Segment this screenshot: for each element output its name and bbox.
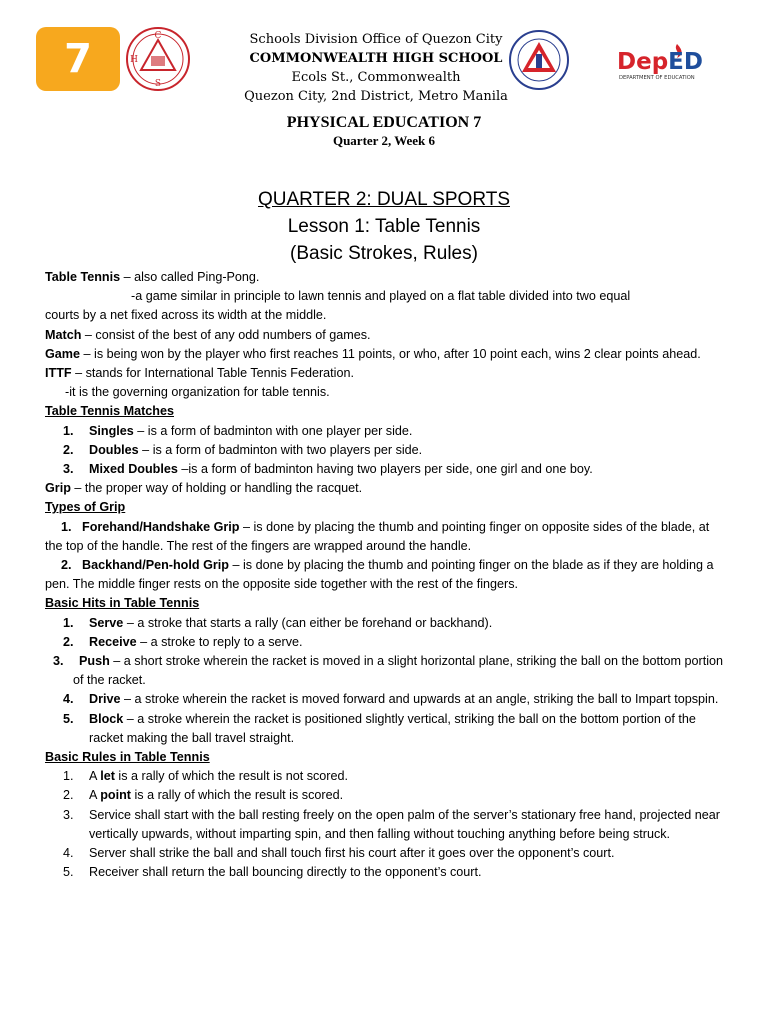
- rule-text: Server shall strike the ball and shall touch first his court after it goes over the opponent’s court.: [89, 846, 615, 861]
- list-number: 2.: [61, 558, 72, 573]
- list-number: 5.: [63, 865, 74, 880]
- definition-text: – a short stroke wherein the racket is moved in a slight horizontal plane, striking the ball on the bottom portion of the racket.: [73, 654, 724, 688]
- term: Backhand/Pen-hold Grip: [82, 558, 229, 573]
- definition-text: – a stroke that starts a rally (can either be forehand or backhand).: [123, 615, 493, 630]
- seal-letter-h: H: [130, 55, 138, 65]
- list-item: [45, 614, 725, 633]
- term: Block: [89, 711, 124, 726]
- section-heading-matches: Table Tennis Matches: [45, 404, 174, 419]
- list-number: 1.: [63, 769, 74, 784]
- deped-wordmark: DepED: [617, 49, 703, 75]
- matches-list: [45, 422, 725, 480]
- definition-ittf: [45, 364, 725, 383]
- list-item: [45, 710, 725, 748]
- definition-text: – is a form of badminton with two players per side.: [138, 442, 423, 457]
- lesson-title: Lesson 1: Table Tennis: [287, 216, 481, 237]
- list-item: [45, 460, 725, 479]
- division-name: Schools Division Office of Quezon City: [249, 32, 503, 47]
- subject-period: Quarter 2, Week 6: [332, 133, 436, 148]
- lesson-body: [45, 268, 725, 883]
- rule-text: Receiver shall return the ball bouncing directly to the opponent’s court.: [89, 865, 482, 880]
- section-heading-rules: Basic Rules in Table Tennis: [45, 750, 210, 765]
- list-number: 1.: [63, 615, 74, 630]
- definition-text: – also called Ping-Pong.: [120, 270, 260, 284]
- definition-text: – a stroke to reply to a serve.: [136, 634, 303, 649]
- seal-letter-c: C: [154, 31, 162, 41]
- list-item: [45, 633, 725, 652]
- sdo-seal-logo: [508, 26, 570, 94]
- definition-text: – consist of the best of any odd numbers of games.: [81, 327, 371, 342]
- definition-game: [45, 345, 725, 364]
- term: let: [100, 769, 115, 784]
- list-number: 2.: [63, 634, 74, 649]
- term: Mixed Doubles: [89, 462, 178, 477]
- definition-grip: [45, 479, 725, 498]
- term: Match: [45, 327, 82, 342]
- term: Doubles: [89, 442, 139, 457]
- deped-subtitle: DEPARTMENT OF EDUCATION: [619, 75, 695, 81]
- definition-continuation: courts by a net fixed across its width at the middle.: [45, 308, 327, 323]
- school-city: Quezon City, 2nd District, Metro Manila: [244, 89, 508, 104]
- list-item: [45, 652, 725, 690]
- school-info: [196, 30, 556, 106]
- seal-letter-s: S: [154, 79, 162, 89]
- list-number: 3.: [53, 654, 64, 669]
- list-number: 4.: [63, 692, 74, 707]
- rules-list: [45, 767, 725, 882]
- list-number: 4.: [63, 846, 74, 861]
- list-number: 3.: [63, 462, 74, 477]
- school-street: Ecols St., Commonwealth: [291, 70, 461, 85]
- section-heading-hits: Basic Hits in Table Tennis: [45, 596, 200, 611]
- rule-text: A: [89, 788, 101, 803]
- definition-continuation: -a game similar in principle to lawn tennis and played on a flat table divided into two equal: [131, 289, 631, 304]
- list-item: [45, 556, 725, 594]
- list-item: [45, 422, 725, 441]
- definition-text: –is a form of badminton having two players per side, one girl and one boy.: [177, 462, 593, 477]
- subject-heading: [0, 114, 768, 150]
- subject-title: PHYSICAL EDUCATION 7: [286, 114, 482, 131]
- deped-logo: [615, 42, 735, 82]
- definition-text: – is being won by the player who first reaches 11 points, or who, after 10 point each, wins 2 clear points ahead.: [80, 346, 701, 361]
- rule-text: A: [89, 769, 101, 784]
- list-number: 2.: [63, 442, 74, 457]
- definition-continuation: -it is the governing organization for table tennis.: [65, 385, 330, 400]
- definition-table-tennis: [45, 268, 725, 287]
- term: Serve: [89, 615, 124, 630]
- list-number: 2.: [63, 788, 74, 803]
- list-item: [45, 767, 725, 786]
- term: point: [100, 788, 131, 803]
- term: Table Tennis: [45, 270, 121, 284]
- definition-match: [45, 326, 725, 345]
- school-name: COMMONWEALTH HIGH SCHOOL: [249, 51, 503, 66]
- rule-text: is a rally of which the result is scored.: [131, 788, 344, 803]
- definition-text: – is a form of badminton with one player per side.: [133, 423, 413, 438]
- lesson-heading: [0, 186, 768, 267]
- school-seal-logo: [125, 26, 191, 92]
- term: Push: [79, 654, 110, 669]
- definition-text: – is done by placing the thumb and pointing finger on the blade as if they are holding a pen. The middle finger rests on the opposite side together with the rest of the fingers.: [45, 558, 714, 592]
- definition-text: – a stroke wherein the racket is positioned slightly vertical, striking the ball on the bottom portion of the racket making the ball travel straight.: [89, 711, 696, 745]
- definition-text: – the proper way of holding or handling the racquet.: [70, 481, 363, 496]
- list-item: [45, 863, 725, 882]
- section-heading-grip: Types of Grip: [45, 500, 126, 515]
- term: Grip: [45, 481, 71, 496]
- definition-text: – is done by placing the thumb and pointing finger on opposite sides of the blade, at the top of the handle. The rest of the fingers are wrapped around the handle.: [45, 519, 710, 553]
- list-item: [45, 690, 725, 709]
- grade-badge: 7: [36, 27, 120, 91]
- list-item: [45, 844, 725, 863]
- list-number: 5.: [63, 711, 74, 726]
- term: Singles: [89, 423, 134, 438]
- hits-list: [45, 614, 725, 748]
- term: ITTF: [45, 366, 72, 381]
- lesson-subtitle: (Basic Strokes, Rules): [290, 243, 478, 264]
- term: Drive: [89, 692, 121, 707]
- rule-text: is a rally of which the result is not scored.: [114, 769, 349, 784]
- list-number: 1.: [61, 519, 72, 534]
- definition-text: – stands for International Table Tennis Federation.: [71, 366, 354, 381]
- list-item: [45, 518, 725, 556]
- term: Game: [45, 346, 81, 361]
- document-header: [0, 0, 768, 110]
- grip-list: [45, 518, 725, 595]
- rule-text: Service shall start with the ball resting freely on the open palm of the server’s stationary free hand, projected near vertically upwards, without imparting spin, and then falling without touching anything before being struck.: [89, 807, 720, 841]
- list-number: 1.: [63, 423, 74, 438]
- term: Receive: [89, 634, 137, 649]
- quarter-title: QUARTER 2: DUAL SPORTS: [258, 189, 510, 210]
- term: Forehand/Handshake Grip: [82, 519, 240, 534]
- definition-text: – a stroke wherein the racket is moved forward and upwards at an angle, striking the ball to Impart topspin.: [120, 692, 719, 707]
- list-item: [45, 806, 725, 844]
- list-number: 3.: [63, 807, 74, 822]
- list-item: [45, 441, 725, 460]
- list-item: [45, 786, 725, 805]
